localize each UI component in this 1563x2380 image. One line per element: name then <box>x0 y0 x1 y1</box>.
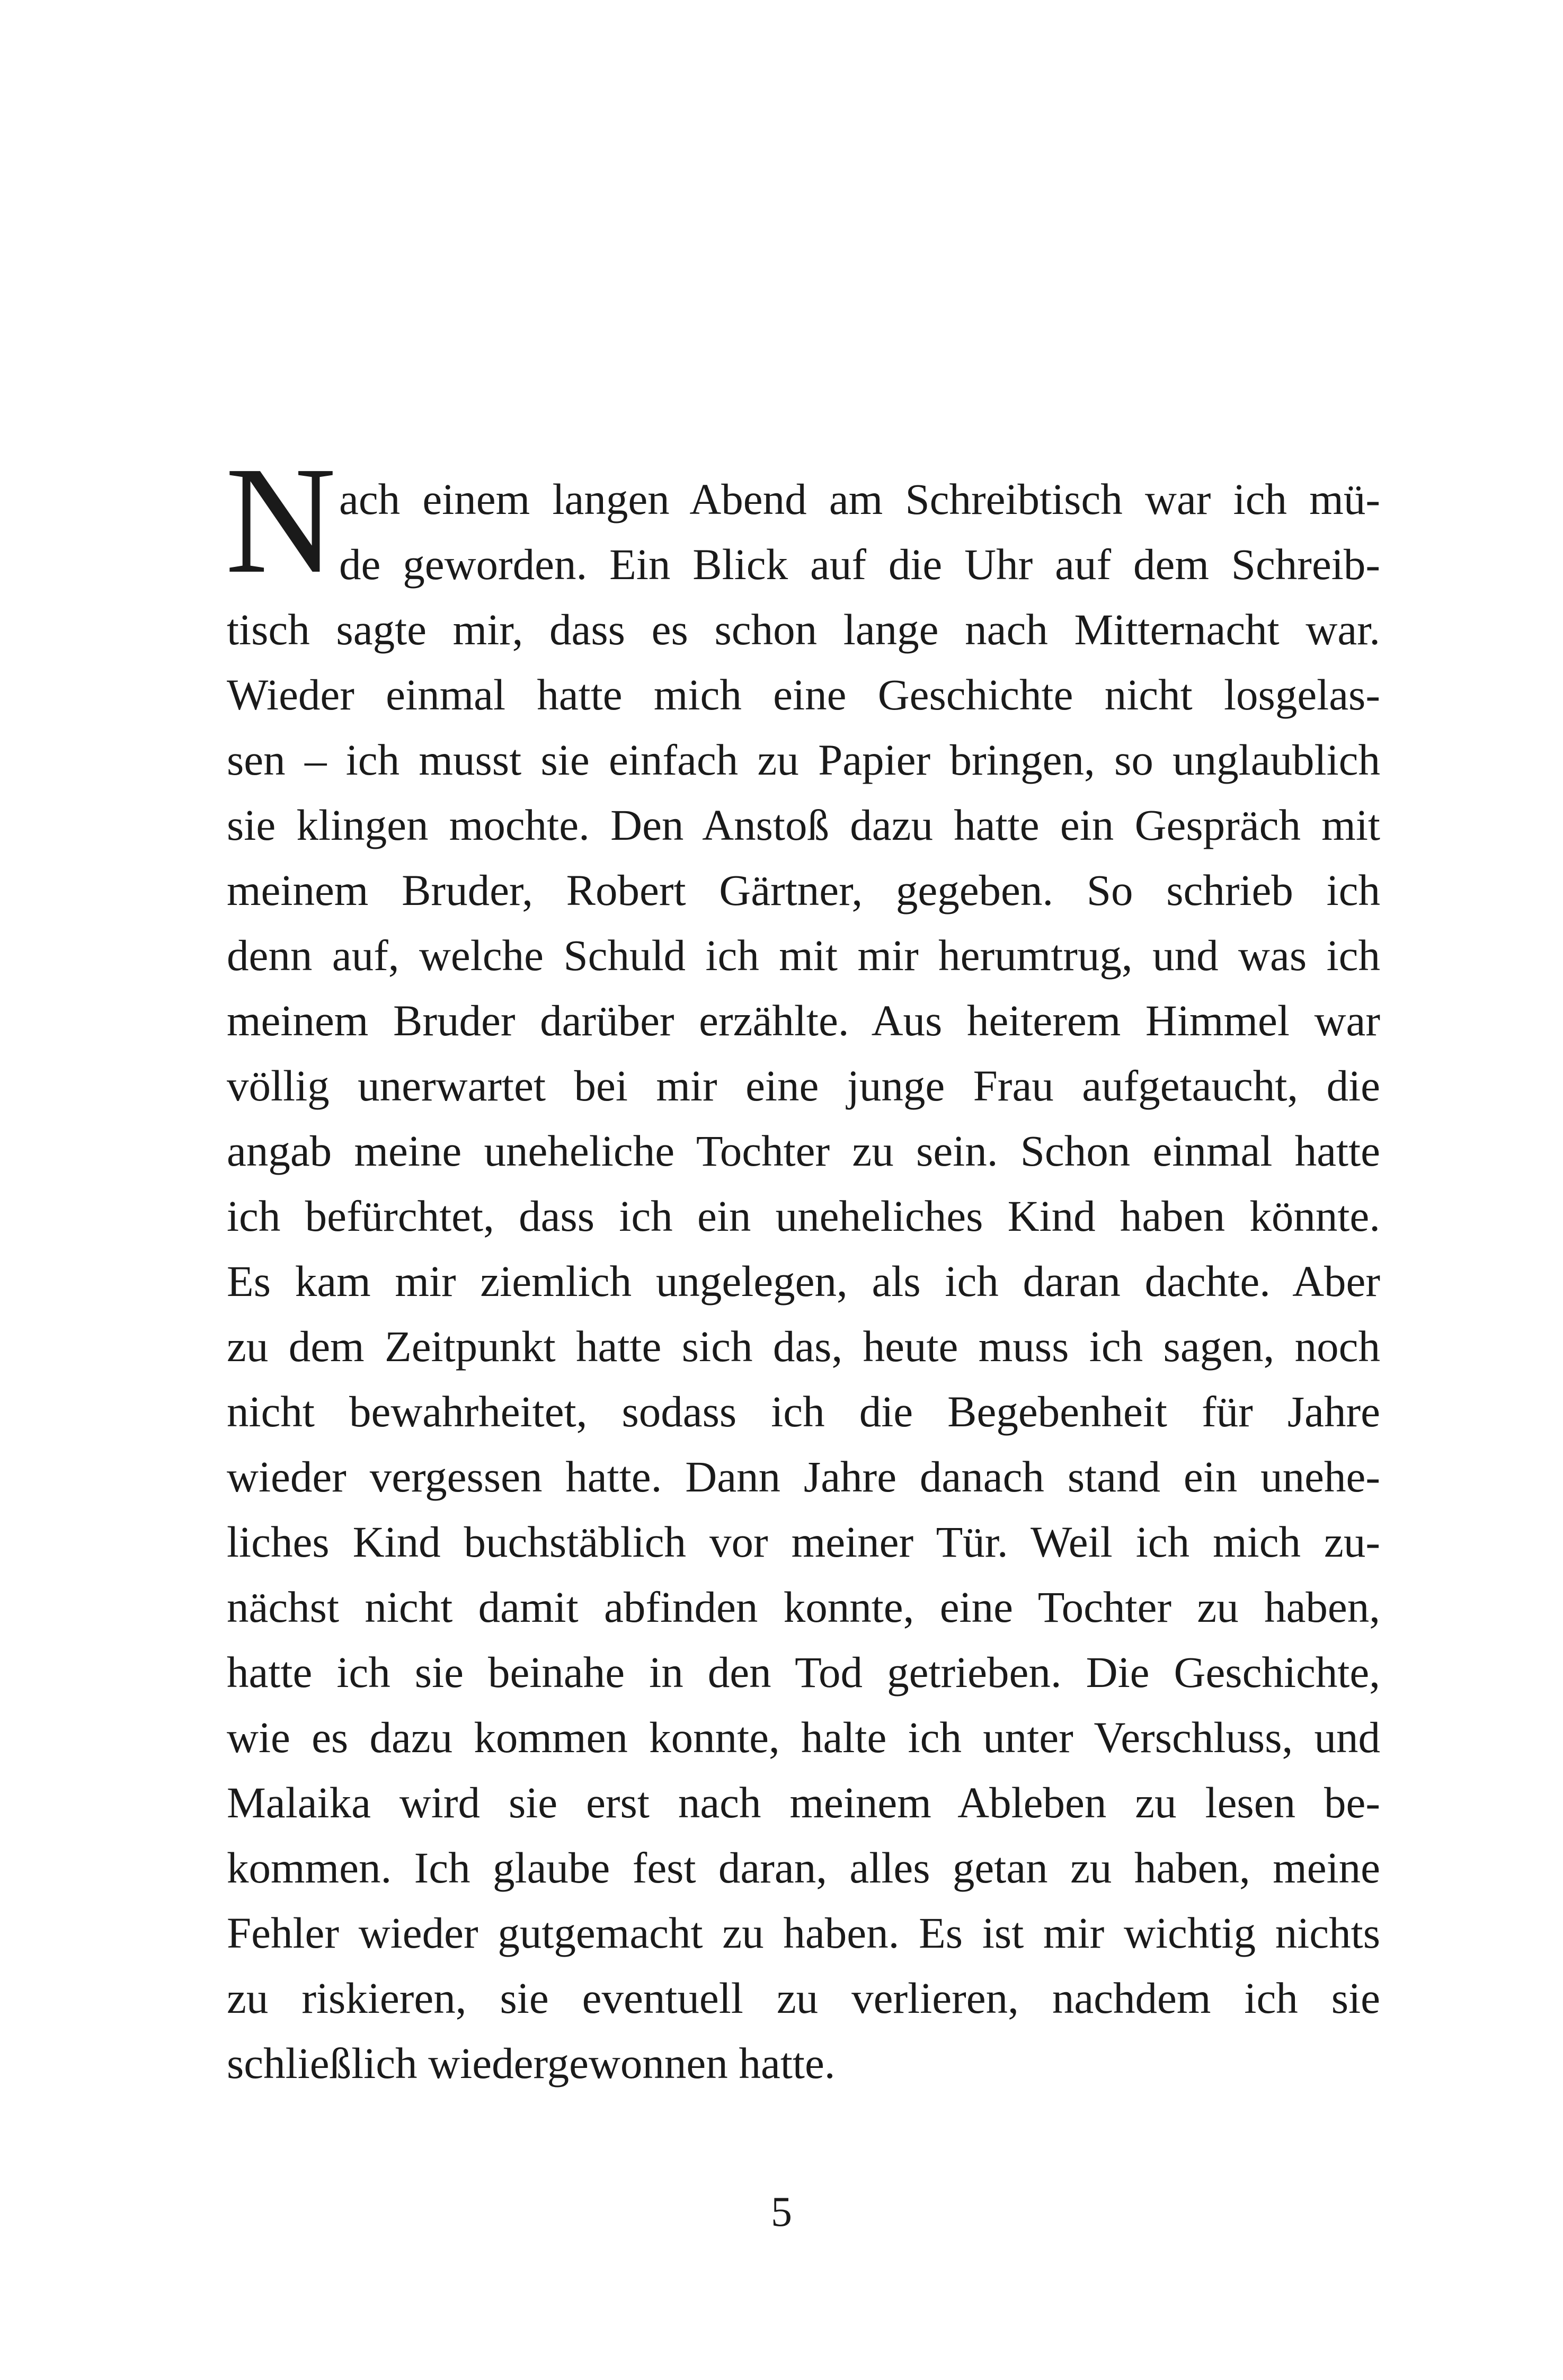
page-number: 5 <box>771 2189 792 2235</box>
text-line: meinem Bruder, Robert Gärtner, gegeben. So schrieb ich <box>227 866 1380 914</box>
text-line: sen – ich musst sie einfach zu Papier bringen, so unglaublich <box>227 735 1380 784</box>
text-line: Wieder einmal hatte mich eine Geschichte nicht losgelas- <box>227 670 1380 719</box>
text-line: zu dem Zeitpunkt hatte sich das, heute muss ich sagen, noch <box>227 1322 1380 1371</box>
text-line: Malaika wird sie erst nach meinem Ableben zu lesen be- <box>227 1778 1380 1827</box>
text-line: meinem Bruder darüber erzählte. Aus heiterem Himmel war <box>227 996 1380 1045</box>
text-line: Es kam mir ziemlich ungelegen, als ich daran dachte. Aber <box>227 1257 1380 1306</box>
text-line: zu riskieren, sie eventuell zu verlieren, nachdem ich sie <box>227 1974 1380 2022</box>
text-line: wie es dazu kommen konnte, halte ich unter Verschluss, und <box>227 1713 1380 1762</box>
text-line: denn auf, welche Schuld ich mit mir herumtrug, und was ich <box>227 931 1380 980</box>
text-line: Fehler wieder gutgemacht zu haben. Es ist mir wichtig nichts <box>227 1908 1380 1957</box>
text-line: ich befürchtet, dass ich ein uneheliches Kind haben könnte. <box>227 1192 1380 1240</box>
text-line: hatte ich sie beinahe in den Tod getrieben. Die Geschichte, <box>227 1648 1380 1697</box>
text-line: schließlich wiedergewonnen hatte. <box>227 2039 836 2088</box>
text-line: wieder vergessen hatte. Dann Jahre danach stand ein unehe- <box>227 1452 1380 1501</box>
text-line: ach einem langen Abend am Schreibtisch war ich mü- <box>339 475 1380 523</box>
text-line: tisch sagte mir, dass es schon lange nach Mitternacht war. <box>227 605 1380 654</box>
text-line: de geworden. Ein Blick auf die Uhr auf dem Schreib- <box>339 540 1380 589</box>
text-line: kommen. Ich glaube fest daran, alles getan zu haben, meine <box>227 1843 1380 1892</box>
drop-cap: N <box>225 435 336 605</box>
text-line: nächst nicht damit abfinden konnte, eine Tochter zu haben, <box>227 1583 1380 1631</box>
text-line: sie klingen mochte. Den Anstoß dazu hatte ein Gespräch mit <box>227 801 1380 849</box>
text-line: angab meine uneheliche Tochter zu sein. Schon einmal hatte <box>227 1126 1380 1175</box>
text-line: völlig unerwartet bei mir eine junge Frau aufgetaucht, die <box>227 1061 1380 1110</box>
text-line: liches Kind buchstäblich vor meiner Tür. Weil ich mich zu- <box>227 1517 1380 1566</box>
text-line: nicht bewahrheitet, sodass ich die Begebenheit für Jahre <box>227 1387 1380 1436</box>
